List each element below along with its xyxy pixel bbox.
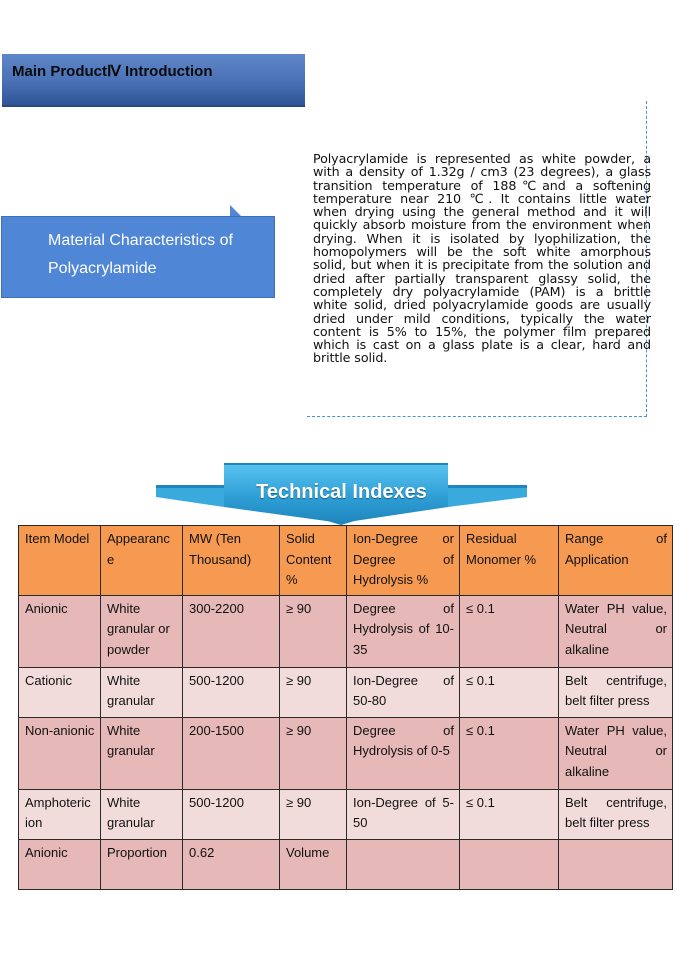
table-cell: Ion-Degree of 50-80 xyxy=(347,667,460,717)
table-header-row xyxy=(19,526,673,596)
header-cell: Solid Content % xyxy=(280,526,347,596)
table-cell: Volume xyxy=(280,839,347,889)
table-cell: Proportion xyxy=(101,839,183,889)
table-cell xyxy=(559,839,673,889)
table-cell xyxy=(347,839,460,889)
table-cell: Non-anionic xyxy=(19,717,101,789)
callout-label: Material Characteristics of Polyacrylamide xyxy=(48,232,233,277)
table-cell: 500-1200 xyxy=(183,789,280,839)
table-cell: Belt centrifuge, belt filter press xyxy=(559,667,673,717)
intro-paragraph: Polyacrylamide is represented as white powder, a with a density of 1.32g / cm3 (23 degrees), a glass transition temperature of 188℃and a softening temperature near 210 ℃. It contains little water when drying using the general method and it will quickly absorb moisture from the environment when drying. When it is isolated by lyophilization, the homopolymers will be the soft white amorphous solid, but when it is precipitate from the solution and dried after partially transparent glassy solid, the completely dry polyacrylamide (PAM) is a brittle white solid, dried polyacrylamide goods are usually dried under mild conditions, typically the water content is 5% to 15%, the polymer film prepared which is cast on a glass plate is a clear, hard and brittle solid. xyxy=(313,151,651,366)
table-cell: White granular xyxy=(101,717,183,789)
table-cell: Ion-Degree of 5-50 xyxy=(347,789,460,839)
table-cell: 300-2200 xyxy=(183,595,280,667)
table-cell: Degree of Hydrolysis of 0-5 xyxy=(347,717,460,789)
callout-box xyxy=(1,216,275,298)
table-cell: Water PH value, Neutral or alkaline xyxy=(559,717,673,789)
table-cell: Water PH value, Neutral or alkaline xyxy=(559,595,673,667)
header-cell: MW (Ten Thousand) xyxy=(183,526,280,596)
header-cell: Ion-Degree or Degree of Hydrolysis % xyxy=(347,526,460,596)
table-cell: ≥ 90 xyxy=(280,789,347,839)
table-cell: ≤ 0.1 xyxy=(460,789,559,839)
table-cell: White granular or powder xyxy=(101,595,183,667)
table-cell: ≤ 0.1 xyxy=(460,667,559,717)
table-cell: ≥ 90 xyxy=(280,595,347,667)
table-cell: White granular xyxy=(101,667,183,717)
table-cell: ≤ 0.1 xyxy=(460,717,559,789)
table-cell: Degree of Hydrolysis of 10-35 xyxy=(347,595,460,667)
table-cell: Anionic xyxy=(19,595,101,667)
table-cell: Amphoteric ion xyxy=(19,789,101,839)
table-cell: White granular xyxy=(101,789,183,839)
table-cell: ≤ 0.1 xyxy=(460,595,559,667)
header-cell: Appearance xyxy=(101,526,183,596)
table-row xyxy=(19,667,673,717)
table-cell: Anionic xyxy=(19,839,101,889)
header-cell: Item Model xyxy=(19,526,101,596)
table-cell: Cationic xyxy=(19,667,101,717)
header-cell: Residual Monomer % xyxy=(460,526,559,596)
table-cell: ≥ 90 xyxy=(280,667,347,717)
table-row xyxy=(19,839,673,889)
section-title: Technical Indexes xyxy=(256,481,427,503)
table-row xyxy=(19,595,673,667)
header-cell: Range of Application xyxy=(559,526,673,596)
table-cell: 200-1500 xyxy=(183,717,280,789)
technical-indexes-table xyxy=(18,525,673,890)
table-cell: Belt centrifuge, belt filter press xyxy=(559,789,673,839)
table-cell: 0.62 xyxy=(183,839,280,889)
table-cell xyxy=(460,839,559,889)
page-title: Main ProductⅣ Introduction xyxy=(12,63,213,80)
table-cell: ≥ 90 xyxy=(280,717,347,789)
table-cell: 500-1200 xyxy=(183,667,280,717)
header-bar xyxy=(2,54,305,107)
technical-indexes-banner xyxy=(156,463,527,525)
table-row xyxy=(19,789,673,839)
table-row xyxy=(19,717,673,789)
